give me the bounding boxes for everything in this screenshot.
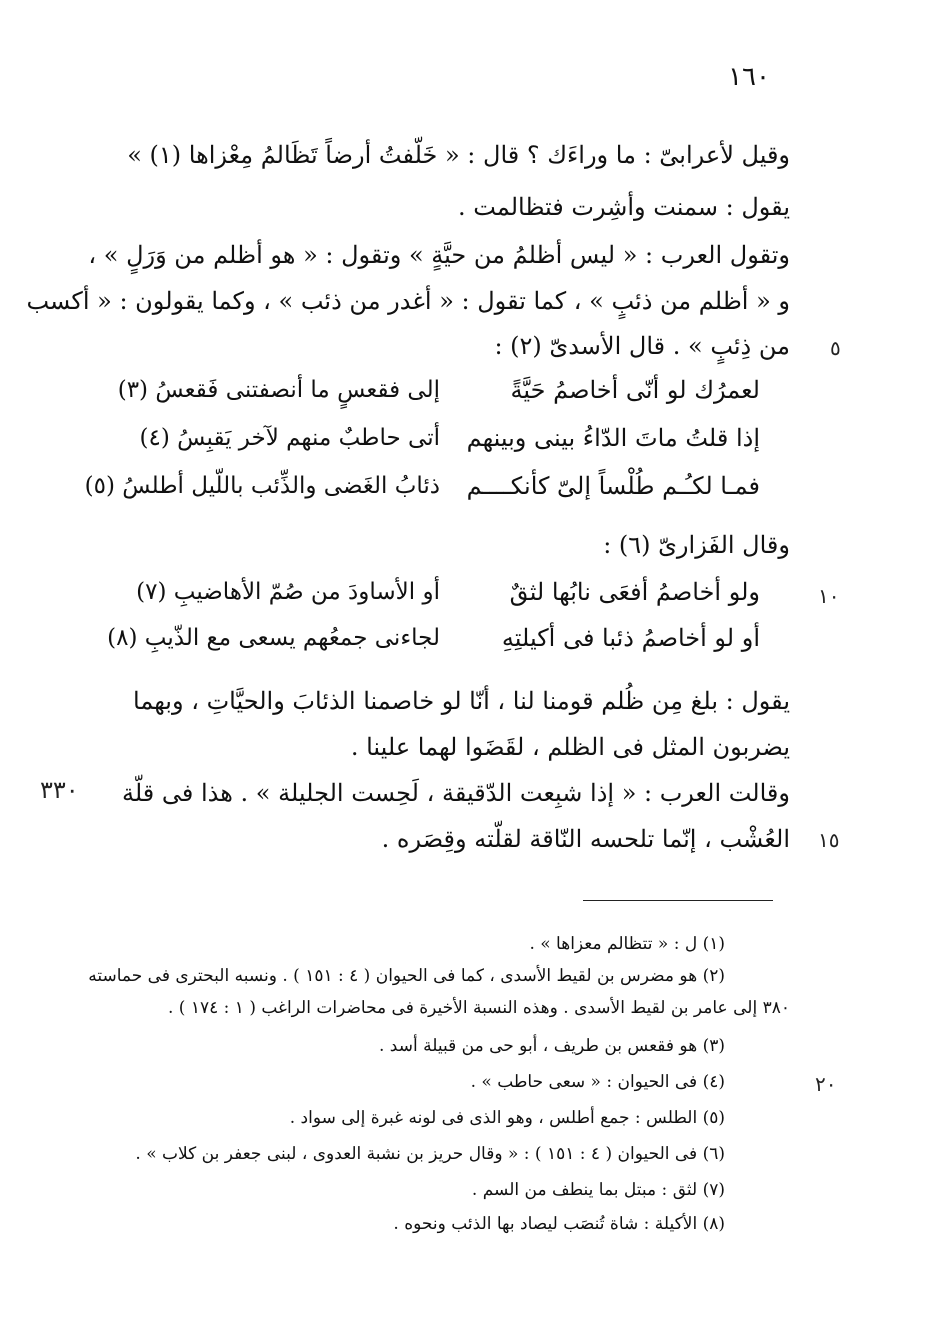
body-line-2: يقول : سمنت وأشِرت فتظالمت .	[458, 193, 790, 221]
poem1-verse3-first: فمـا لكـُـم طُلْساً إلىّ كأنكــــم	[466, 472, 760, 500]
line-number-20: ٢٠	[815, 1072, 837, 1096]
body-line-4: و « أظلم من ذئبٍ » ، كما تقول : « أغدر من ذئب » ، وكما يقولون : « أكسب	[26, 287, 790, 315]
line-number-5: ٥	[830, 336, 841, 360]
page-number: ١٦٠	[728, 62, 770, 92]
footnote-6: (٦) فى الحيوان ( ٤ : ١٥١ ) : « وقال حريز بن نشبة العدوى ، لبنى جعفر بن كلاب » .	[135, 1144, 725, 1164]
footnote-1: (١) ل : « تتظالم معزاها » .	[529, 934, 725, 954]
footnote-2-continued: ٣٨٠ إلى عامر بن لقيط الأسدى . وهذه النسبة الأخيرة فى محاضرات الراغب ( ١ : ١٧٤ ) .	[167, 998, 790, 1018]
line-number-15: ١٥	[818, 828, 840, 852]
body-line-7: يقول : بلغ مِن ظُلم قومنا لنا ، أنّا لو خاصمنا الذئابَ والحيَّاتِ ، وبهما	[133, 687, 790, 715]
poem2-verse2-second: لجاءنى جمعُهم يسعى مع الذّيبِ (٨)	[107, 625, 440, 651]
footnote-7: (٧) لثق : مبتل بما ينطف من السم .	[471, 1180, 725, 1200]
poem2-verse2-first: أو لو أخاصمُ ذئبا فى أكيلتِهِ	[501, 624, 760, 652]
footnote-8: (٨) الأكيلة : شاة تُنصَب ليصاد بها الذئب ونحوه .	[393, 1214, 725, 1234]
body-line-9: وقالت العرب : « إذا شبِعت الدّقيقة ، لَحِست الجليلة » . هذا فى قلّة	[121, 779, 790, 807]
line-number-10: ١٠	[818, 584, 840, 608]
body-line-6: وقال الفَزارىّ (٦) :	[603, 531, 790, 559]
body-line-3: وتقول العرب : « ليس أظلمُ من حيَّةٍ » وتقول : « هو أظلم من وَرَلٍ » ،	[88, 241, 790, 269]
body-line-8: يضربون المثل فى الظلم ، لقَضَوا لهما علينا .	[350, 733, 790, 761]
footnote-3: (٣) هو فقعس بن طريف ، أبو حى من قبيلة أسد .	[379, 1036, 725, 1056]
body-line-1: وقيل لأعرابىّ : ما وراءَك ؟ قال : « خَلّفتُ أرضاً تَظَالمُ مِعْزاها (١) »	[127, 141, 790, 169]
body-line-5: من ذِئبٍ » . قال الأسدىّ (٢) :	[494, 332, 790, 360]
margin-reference-330: ٣٣٠	[40, 776, 79, 804]
poem1-verse1-first: لعمرُك لو أنّى أخاصمُ حَيَّةً	[510, 376, 760, 404]
footnote-4: (٤) فى الحيوان : « سعى حاطب » .	[470, 1072, 725, 1092]
footnote-2: (٢) هو مضرس بن لقيط الأسدى ، كما فى الحيوان ( ٤ : ١٥١ ) . ونسبه البحترى فى حماسته	[88, 966, 725, 986]
poem2-verse1-first: ولو أخاصمُ أفعَى نابُها لثقٌ	[509, 578, 760, 606]
footnote-rule	[583, 900, 773, 901]
body-line-10: العُشْب ، إنّما تلحسه النّاقة لقلّته وقِصَره .	[381, 825, 790, 853]
poem1-verse3-second: ذئابُ الغَضى والذِّئب باللّيل أطلسُ (٥)	[84, 473, 440, 499]
poem2-verse1-second: أو الأساودَ من صُمّ الأهاضيبِ (٧)	[136, 579, 440, 605]
poem1-verse1-second: إلى فقعسٍ ما أنصفتنى فَقعسُ (٣)	[117, 377, 440, 403]
poem1-verse2-second: أتى حاطبٌ منهم لآخر يَقبِسُ (٤)	[139, 425, 440, 451]
footnote-5: (٥) الطلس : جمع أطلس ، وهو الذى فى لونه غبرة إلى سواد .	[289, 1108, 725, 1128]
poem1-verse2-first: إذا قلتُ ماتَ الدّاءُ بينى وبينهم	[466, 424, 760, 452]
